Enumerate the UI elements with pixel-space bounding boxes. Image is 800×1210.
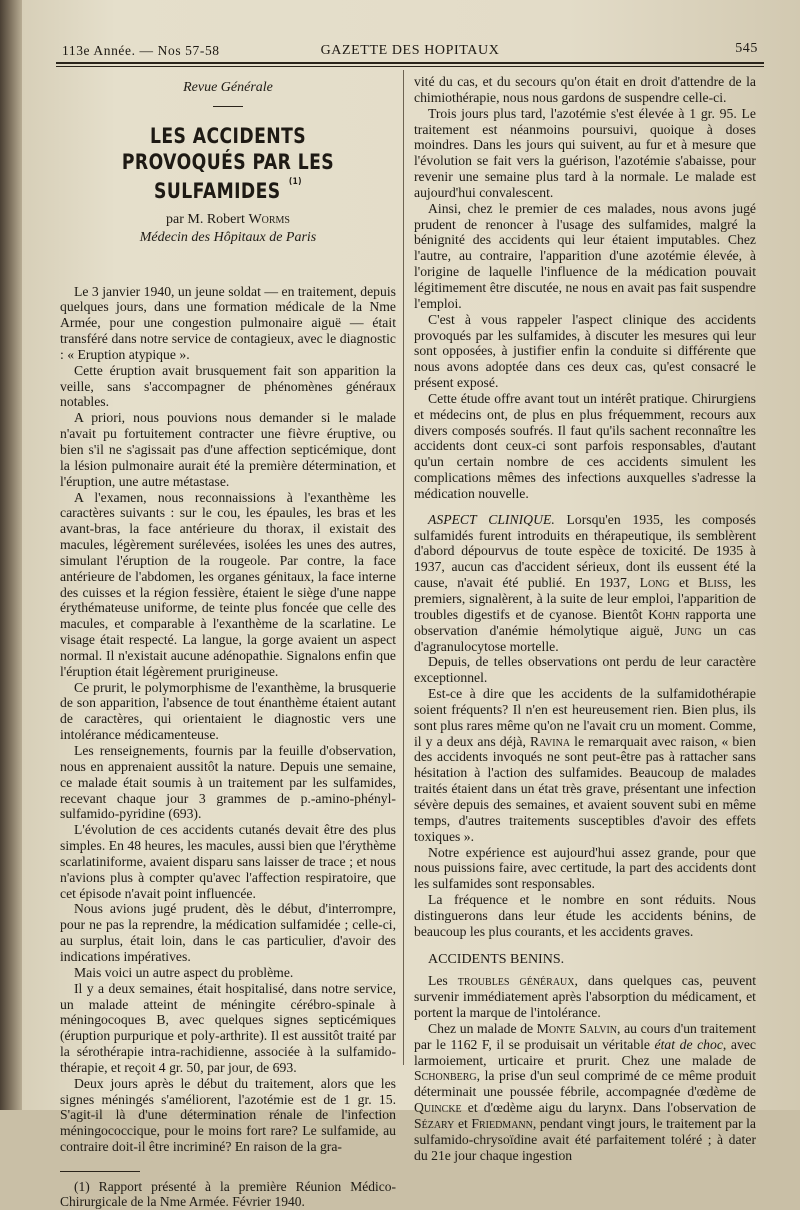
paragraph: Le 3 janvier 1940, un jeune soldat — en traitement, depuis quelques jours, dans une formation médicale de la Nme Armée, pour une congestion pulmonaire aiguë — était transféré dans notre service de contagieux, avec le diagnostic : « Eruption atypique ». — [60, 283, 396, 362]
author-ref: Friedmann — [471, 1116, 533, 1131]
section-heading-aspect: ASPECT CLINIQUE. — [428, 511, 555, 527]
rubric-rule — [213, 106, 243, 107]
header-journal-title: GAZETTE DES HOPITAUX — [320, 43, 500, 58]
title-line-2-text: PROVOQUÉS PAR LES SULFAMIDES — [121, 149, 335, 203]
byline-prefix: par M. Robert — [166, 211, 249, 227]
aspect-paragraph-1 — [414, 512, 756, 655]
term-troubles-generaux: troubles généraux — [457, 973, 575, 989]
paragraph: Depuis, de telles observations ont perdu de leur caractère exceptionnel. — [414, 654, 756, 686]
author-ref: Monte Salvin — [536, 1020, 618, 1036]
text-run: , dans quelques cas, peuvent survenir immédiatement après l'absorption du médicament, et portent la marque de l'intolérance. — [414, 973, 756, 1021]
section-heading-benins: ACCIDENTS BENINS. — [428, 951, 565, 967]
paragraph: Mais voici un autre aspect du problème. — [74, 964, 294, 980]
author-name: Worms — [248, 211, 290, 227]
text-run: Est-ce à dire que les accidents de la sulfamidothérapie soient fréquents? Il n'en est heureusement rien. Bien plus, ils sont plus rares même qu'on ne l'avait cru un moment. Comme, il y a deux ans déjà, — [414, 686, 756, 749]
author-ref: Long — [639, 575, 670, 591]
text-run: rapporta une observation d'anémie hémolytique aiguë, — [414, 606, 756, 638]
paragraph: La fréquence et le nombre en sont réduits. Nous distinguerons dans leur étude les accidents bénins, de beaucoup les plus courants, et les accidents graves. — [414, 892, 756, 939]
paragraph: Cette étude offre avant tout un intérêt pratique. Chirurgiens et médecins ont, de plus en plus fréquemment, recours aux divers composés soufrés. Il faut qu'ils sachent reconnaître les accidents dont ceux-ci sont parfois responsables, d'autant qu'un certain nombre de ces accidents simulent les complications mêmes des infections auxquelles s'adresse la médication nouvelle. — [414, 390, 756, 501]
rubric: Revue Générale — [183, 80, 273, 95]
left-column — [60, 76, 396, 1210]
right-column — [414, 74, 756, 1164]
paragraph: Nous avions jugé prudent, dès le début, d'interrompre, pour ne pas la reprendre, la médication sulfamidée ; celle-ci, au surplus, était loin, dans le cas particulier, d'avoir des indications impératives. — [60, 901, 396, 964]
paragraph: L'évolution de ces accidents cutanés devait être des plus simples. En 48 heures, les macules, aussi bien que l'érythème scarlatiniforme, avaient disparu sans laisser de trace ; et nous n'avions plus à compter qu'avec l'affection respiratoire, que cet épisode n'avait point influencée. — [60, 822, 396, 901]
author-ref: Jung — [674, 622, 702, 638]
text-run: et — [669, 575, 699, 591]
paragraph: Il y a deux semaines, était hospitalisé, dans notre service, un malade atteint de méningite cérébro-spinale à méningocoques B, avec quelques signes septicémiques (éruption purpurique et poly-arthrite). Il est aussitôt traité par la sérothérapie intra-rachidienne, associée à la sulfamido-thérapie, et reçoit 4 gr. 50, par jour, de 693. — [60, 980, 396, 1075]
header-rule-thick — [56, 62, 764, 64]
text-run: et — [454, 1116, 472, 1131]
running-header — [62, 40, 758, 60]
author-ref: Schonberg — [414, 1068, 477, 1084]
footnote: (1) Rapport présenté à la première Réunion Médico-Chirurgicale de la Nme Armée. Février 1940. — [60, 1178, 396, 1210]
title-footnote-marker: (1) — [288, 176, 302, 187]
paragraph: Ainsi, chez le premier de ces malades, nous avons jugé prudent de renoncer à l'usage des sulfamides, malgré la bénignité des accidents qui leur étaient imputables. Chez l'autre, au contraire, l'apparition d'une azotémie élevée, à l'origine de laquelle l'influence de la médication pouvait légitimement être discutée, ne nous en avait pas fait suspendre l'emploi. — [414, 200, 756, 311]
text-run: le remarquait avec raison, « bien des accidents invoqués ne sont peut-être pas à rattacher sans hésitation à l'action des sulfamides. Beaucoup de malades traités étaient dans un état très grave, présentant une infection sévère depuis des semaines, et avaient souvent subi en même temps, d'autres traitements susceptibles d'avoir des effets toxiques ». — [414, 733, 756, 844]
text-run: , la prise d'un seul comprimé de ce même produit déterminait une poussée fébrile, accompagnée d'œdème de — [414, 1068, 756, 1100]
paragraph: Trois jours plus tard, l'azotémie s'est élevée à 1 gr. 95. Le traitement est néanmoins poursuivi, quoique à doses moindres. Dans les jours qui suivent, au fur et à mesure que l'évolution se fait vers la guérison, l'azotémie s'abaisse, pour revenir une semaine plus tard à la normale. Le malade est aujourd'hui convalescent. — [414, 105, 756, 200]
author-ref: Ravina — [530, 733, 571, 749]
column-separator — [403, 70, 404, 1065]
text-run: Chez un malade de — [428, 1020, 537, 1036]
paragraph: C'est à vous rappeler l'aspect clinique des accidents provoqués par les sulfamides, à discuter les mesures qui leur sont opposées, à justifier enfin la conduite si différente que nous avons adoptée dans ces deux cas, qu'est consacré le présent exposé. — [414, 311, 756, 391]
header-issue: 113e Année. — Nos 57-58 — [62, 43, 220, 58]
text-run: Les — [428, 973, 458, 989]
author-affiliation: Médecin des Hôpitaux de Paris — [139, 229, 317, 245]
paragraph-continued: vité du cas, et du secours qu'on était en droit d'attendre de la chimiothérapie, nous nous gardons de suspendre celle-ci. — [414, 74, 756, 105]
text-run: et d'œdème aigu du larynx. Dans l'observation de — [461, 1100, 756, 1116]
footnote-rule — [60, 1171, 140, 1172]
paragraph: A priori, nous pouvions nous demander si le malade n'avait pu fortuitement contracter une fièvre éruptive, ou bien s'il ne s'agissait pas d'une affection septicémique, dont la lésion pulmonaire aurait été la première détermination, et l'éruption, une autre métastase. — [60, 410, 396, 489]
paragraph: Cette éruption avait brusquement fait son apparition la veille, sans s'accompagner de phénomènes généraux notables. — [60, 362, 396, 410]
paragraph — [414, 686, 756, 844]
text-run: Lorsqu'en 1935, les composés sulfamidés furent introduits en thérapeutique, ils semblèrent d'abord dépourvus de toute espèce de toxicité. De 1935 à 1937, aucun cas d'accident sérieux, dont ils eussent été la cause, n'avait été publié. En 1937, — [414, 511, 757, 591]
term-etat-de-choc: état de choc — [654, 1036, 723, 1052]
text-run: un cas d'agranulocytose mortelle. — [414, 622, 756, 654]
byline — [60, 212, 396, 228]
paragraph: Ce prurit, le polymorphisme de l'exanthème, la brusquerie de son apparition, l'absence de tout énanthème étaient autant de caractères, qui orientaient le diagnostic vers une intolérance médicamenteuse. — [60, 679, 396, 743]
text-run: , pendant vingt jours, le traitement par la sulfamido-chrysoïdine avait été parfaitement toléré ; à dater du 21e jour chaque ingestion — [414, 1116, 756, 1163]
title-line-2 — [90, 149, 366, 204]
author-ref: Bliss — [698, 575, 728, 591]
paragraph: Notre expérience est aujourd'hui assez grande, pour que nous puissions faire, avec certitude, la part des accidents dont les sulfamides sont responsables. — [414, 844, 756, 892]
paragraph: A l'examen, nous reconnaissions à l'exanthème les caractères suivants : sur le cou, les épaules, les bras et les avant-bras, la face antérieure du thorax, il existait des macules, légèrement surélevées, isolées les unes des autres, simulant l'éruption de la rougeole. Par contre, la face antérieure de l'abdomen, les organes génitaux, la face interne des cuisses et la région fessière, étaient le siège d'une nappe érythémateuse uniforme, de teinte plus foncée que celle des macules, et comparable à l'exanthème de la scarlatine. Le visage était respecté. La langue, la gorge avaient un aspect normal. Il n'existait aucune adénopathie. Signalons enfin que l'éruption était légèrement prurigineuse. — [60, 489, 396, 679]
text-run: , avec larmoiement, urticaire et prurit. Chez une malade de — [414, 1036, 756, 1068]
article-title — [90, 123, 366, 204]
page-binding-edge — [0, 0, 22, 1110]
text-run: , les premiers, signalèrent, à la suite de leur emploi, l'apparition de troubles digestifs et de cyanose. Bientôt — [414, 575, 756, 622]
paragraph: Deux jours après le début du traitement, alors que les signes méningés s'améliorent, l'azotémie est de 1 gr. 15. S'agit-il là d'une détermination rénale de l'infection méningococcique, pour le moins fort rare? Le sulfamide, au contraire doit-il être incriminé? En raison de la gra- — [60, 1075, 396, 1155]
author-ref: Sézary — [414, 1116, 455, 1131]
text-run: , au cours d'un traitement par le 1162 F, il se produisait un véritable — [414, 1020, 756, 1052]
paragraph — [414, 973, 756, 1021]
title-line-1: LES ACCIDENTS — [149, 123, 307, 148]
paragraph — [414, 1021, 756, 1164]
paragraph: Les renseignements, fournis par la feuille d'observation, nous en apprenaient aussitôt la nature. Depuis une semaine, ce malade était soumis à un traitement par les sulfamides, recevant chaque jour 3 grammes de p.-amino-phényl-sulfamido-pyridine (693). — [60, 743, 396, 822]
header-rule-thin — [56, 66, 764, 67]
header-page-number: 545 — [735, 41, 758, 56]
author-ref: Quincke — [414, 1100, 462, 1116]
author-ref: Kohn — [648, 606, 680, 622]
